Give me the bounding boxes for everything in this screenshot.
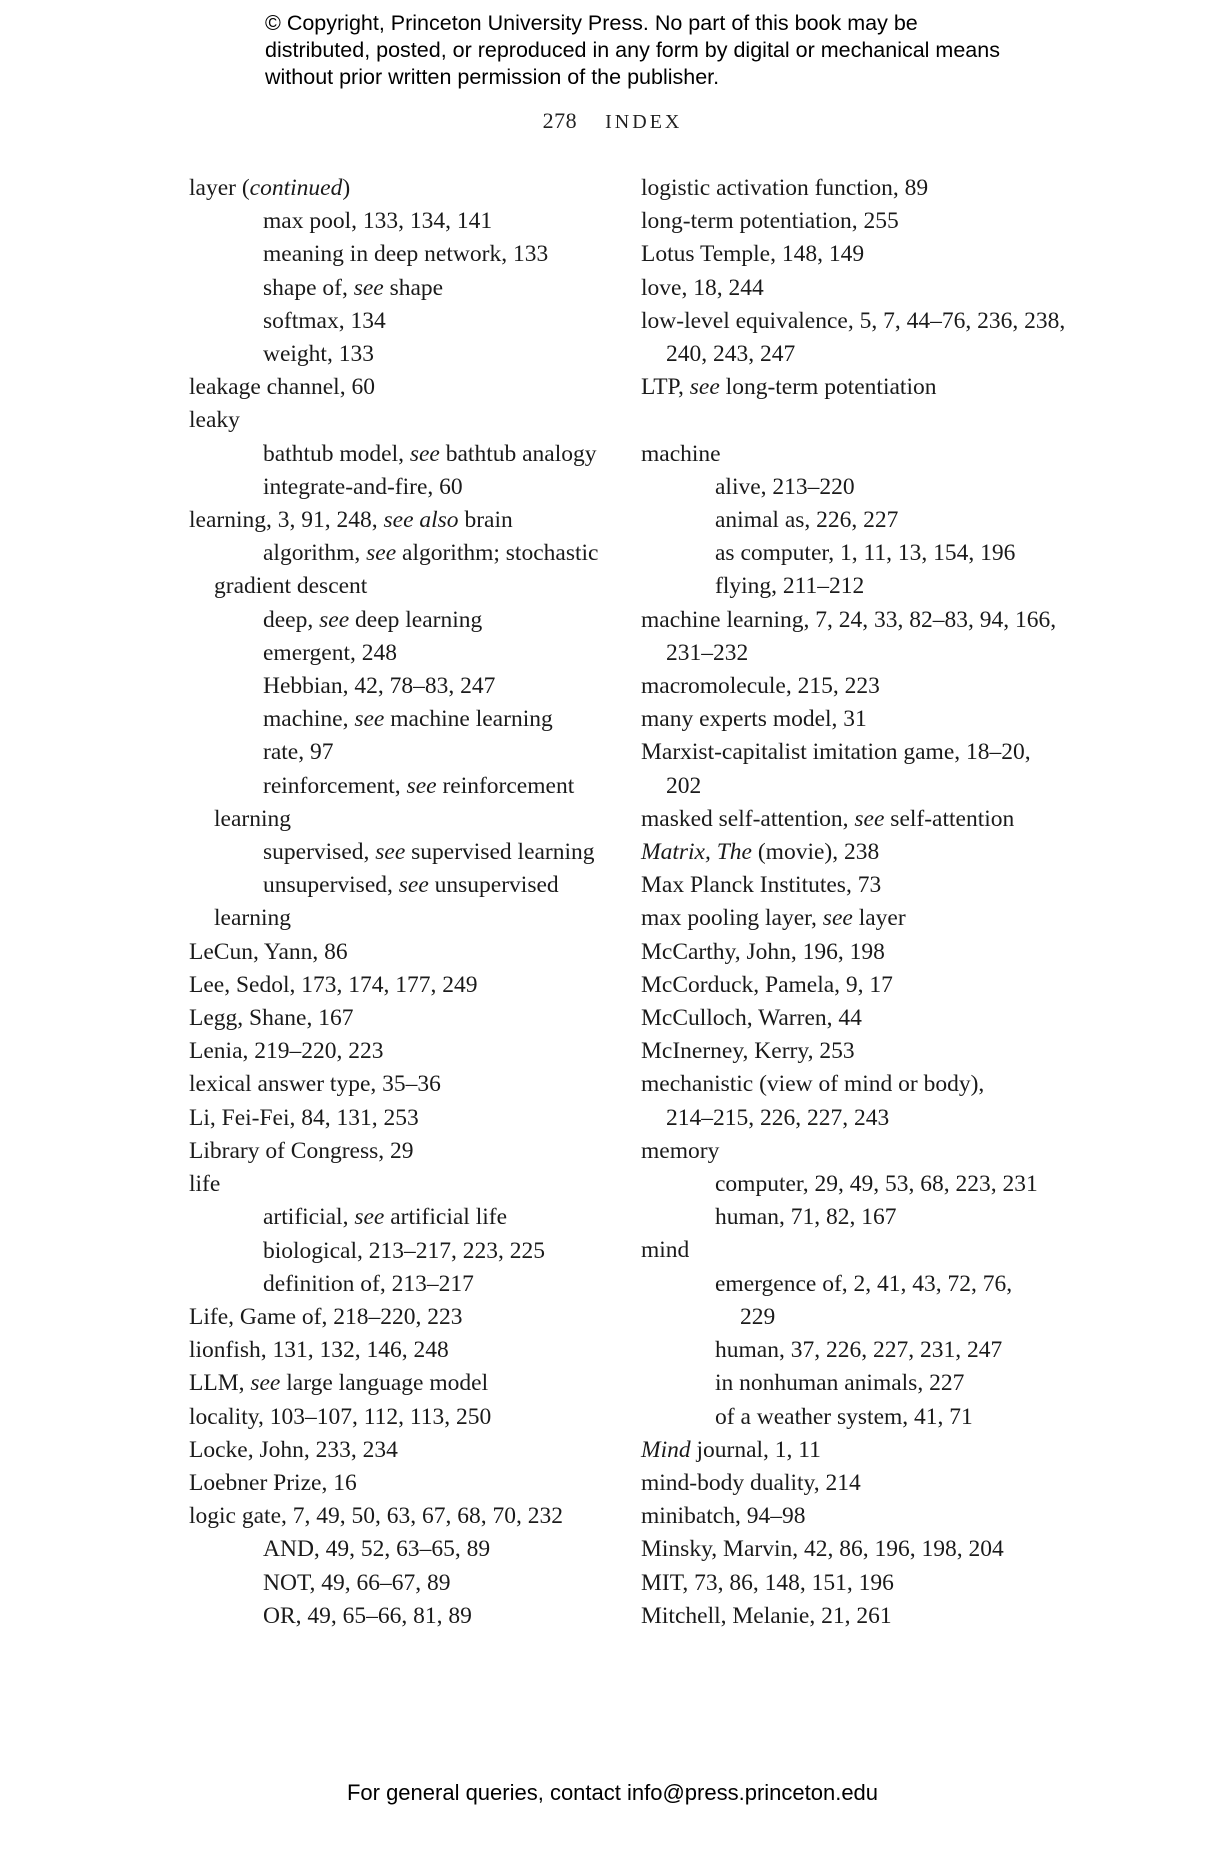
index-text: ) xyxy=(342,175,351,201)
index-continuation xyxy=(641,338,1071,371)
index-entry xyxy=(641,1135,1071,1168)
index-italic-text: see xyxy=(406,772,437,799)
index-text: softmax, 134 xyxy=(263,307,386,334)
index-text: Mitchell, Melanie, 21, 261 xyxy=(641,1602,892,1629)
index-subentry xyxy=(189,836,619,869)
index-subentry xyxy=(641,471,1071,504)
index-entry xyxy=(189,1135,619,1168)
index-text: human, 37, 226, 227, 231, 247 xyxy=(715,1337,1003,1364)
index-entry xyxy=(189,1334,619,1367)
index-subentry xyxy=(189,637,619,670)
footer-contact: For general queries, contact info@press.princeton.edu xyxy=(346,1780,879,1805)
index-entry xyxy=(189,404,619,437)
index-subentry xyxy=(189,670,619,703)
index-text: alive, 213–220 xyxy=(715,473,855,500)
index-italic-text: Matrix, The xyxy=(641,839,752,866)
index-entry xyxy=(189,1002,619,1035)
index-continuation xyxy=(641,1301,1071,1334)
index-text: memory xyxy=(641,1137,720,1164)
index-continuation xyxy=(189,902,619,935)
index-text: long-term potentiation, 255 xyxy=(641,208,899,235)
index-text: mind-body duality, 214 xyxy=(641,1469,861,1496)
index-entry xyxy=(641,205,1071,238)
index-entry xyxy=(189,936,619,969)
index-subentry xyxy=(189,1600,619,1633)
index-entry xyxy=(641,371,1071,404)
index-subentry xyxy=(189,1268,619,1301)
index-text: (movie), 238 xyxy=(751,839,880,866)
index-text: unsupervised, xyxy=(263,872,399,899)
index-column-right xyxy=(641,172,1071,1633)
index-subentry xyxy=(641,537,1071,570)
index-text: Hebbian, 42, 78–83, 247 xyxy=(263,673,496,700)
index-text: McCorduck, Pamela, 9, 17 xyxy=(641,971,893,998)
index-text: MIT, 73, 86, 148, 151, 196 xyxy=(641,1569,894,1596)
index-text: Lenia, 219–220, 223 xyxy=(189,1038,384,1065)
index-text: algorithm; stochastic xyxy=(396,540,599,567)
index-subentry xyxy=(189,604,619,637)
index-subentry xyxy=(641,1401,1071,1434)
index-entry xyxy=(189,1467,619,1500)
index-subentry xyxy=(189,272,619,305)
index-italic-text: see xyxy=(319,606,350,633)
index-entry xyxy=(641,1500,1071,1533)
index-entry xyxy=(189,969,619,1002)
index-entry xyxy=(189,371,619,404)
index-italic-text: see also xyxy=(383,507,459,534)
index-text: shape of, xyxy=(263,274,354,301)
index-continuation xyxy=(189,803,619,836)
index-entry xyxy=(189,1301,619,1334)
index-text: machine learning, 7, 24, 33, 82–83, 94, 166, xyxy=(641,606,1057,633)
index-entry xyxy=(641,1035,1071,1068)
index-text: long-term potentiation xyxy=(719,374,937,401)
index-text: machine learning xyxy=(384,706,553,733)
index-entry xyxy=(641,1600,1071,1633)
index-subentry xyxy=(641,1334,1071,1367)
index-entry xyxy=(641,670,1071,703)
index-spacer xyxy=(641,404,1071,437)
index-entry xyxy=(189,1401,619,1434)
index-text: Legg, Shane, 167 xyxy=(189,1005,354,1032)
index-entry xyxy=(189,172,619,205)
index-text: shape xyxy=(383,274,444,301)
index-italic-text: see xyxy=(854,805,885,832)
index-text: Library of Congress, 29 xyxy=(189,1137,414,1164)
index-text: integrate-and-fire, 60 xyxy=(263,473,463,500)
index-text: Minsky, Marvin, 42, 86, 196, 198, 204 xyxy=(641,1536,1004,1563)
index-entry xyxy=(641,1234,1071,1267)
index-text: learning, 3, 91, 248, xyxy=(189,507,384,534)
index-text: Li, Fei-Fei, 84, 131, 253 xyxy=(189,1104,419,1131)
index-text: gradient descent xyxy=(214,573,368,600)
index-text: logistic activation function, 89 xyxy=(641,175,929,201)
index-entry xyxy=(641,703,1071,736)
running-head xyxy=(0,108,1225,134)
index-continuation xyxy=(641,637,1071,670)
index-text: LeCun, Yann, 86 xyxy=(189,938,348,965)
index-entry xyxy=(641,172,1071,205)
index-italic-text: see xyxy=(354,1204,385,1231)
index-subentry xyxy=(189,1533,619,1566)
index-text: OR, 49, 65–66, 81, 89 xyxy=(263,1602,472,1629)
index-subentry xyxy=(641,1168,1071,1201)
index-text: emergent, 248 xyxy=(263,639,398,666)
index-entry xyxy=(189,1168,619,1201)
index-text: reinforcement xyxy=(436,772,575,799)
index-column-left xyxy=(189,172,619,1633)
index-subentry xyxy=(189,1235,619,1268)
index-italic-text: see xyxy=(354,706,385,733)
index-entry xyxy=(641,736,1071,769)
index-entry xyxy=(189,1434,619,1467)
index-text: animal as, 226, 227 xyxy=(715,507,899,534)
index-continuation xyxy=(641,1102,1071,1135)
index-italic-text: see xyxy=(822,905,853,932)
index-text: weight, 133 xyxy=(263,341,374,368)
index-entry xyxy=(641,803,1071,836)
index-text: learning xyxy=(214,805,291,832)
index-text: Locke, John, 233, 234 xyxy=(189,1436,398,1463)
index-text: lexical answer type, 35–36 xyxy=(189,1071,441,1098)
index-text: flying, 211–212 xyxy=(715,573,865,600)
index-entry xyxy=(641,305,1071,338)
index-text: Lee, Sedol, 173, 174, 177, 249 xyxy=(189,971,478,998)
index-text: 240, 243, 247 xyxy=(666,341,796,368)
index-text: 202 xyxy=(666,772,702,799)
index-italic-text: see xyxy=(353,274,384,301)
index-subentry xyxy=(641,1367,1071,1400)
index-entry xyxy=(189,1068,619,1101)
index-text: learning xyxy=(214,905,291,932)
index-text: supervised, xyxy=(263,839,376,866)
index-text: layer ( xyxy=(189,175,250,201)
index-entry xyxy=(641,902,1071,935)
index-text: rate, 97 xyxy=(263,739,334,766)
index-text: Life, Game of, 218–220, 223 xyxy=(189,1303,463,1330)
index-subentry xyxy=(189,770,619,803)
index-italic-text: Mind xyxy=(641,1436,691,1463)
index-text: LLM, xyxy=(189,1370,251,1397)
index-text: leaky xyxy=(189,407,240,434)
index-text: NOT, 49, 66–67, 89 xyxy=(263,1569,451,1596)
index-entry xyxy=(641,936,1071,969)
index-text: meaning in deep network, 133 xyxy=(263,241,549,268)
index-text: journal, 1, 11 xyxy=(690,1436,821,1463)
index-entry xyxy=(641,869,1071,902)
index-text: of a weather system, 41, 71 xyxy=(715,1403,973,1430)
section-title: INDEX xyxy=(605,111,683,133)
index-text: leakage channel, 60 xyxy=(189,374,375,401)
index-entry xyxy=(641,1002,1071,1035)
index-italic-text: see xyxy=(375,839,406,866)
index-entry xyxy=(189,1367,619,1400)
index-subentry xyxy=(189,736,619,769)
index-text: deep learning xyxy=(349,606,483,633)
index-subentry xyxy=(189,869,619,902)
index-text: many experts model, 31 xyxy=(641,706,867,733)
index-text: LTP, xyxy=(641,374,690,401)
index-subentry xyxy=(189,537,619,570)
index-text: Marxist-capitalist imitation game, 18–20, xyxy=(641,739,1031,766)
index-text: Max Planck Institutes, 73 xyxy=(641,872,882,899)
index-text: artificial life xyxy=(384,1204,508,1231)
index-subentry xyxy=(641,570,1071,603)
index-subentry xyxy=(189,438,619,471)
index-text: computer, 29, 49, 53, 68, 223, 231 xyxy=(715,1171,1038,1198)
index-text: algorithm, xyxy=(263,540,367,567)
index-text: McCulloch, Warren, 44 xyxy=(641,1005,862,1032)
index-text: AND, 49, 52, 63–65, 89 xyxy=(263,1536,491,1563)
index-text: supervised learning xyxy=(405,839,595,866)
index-text: artificial, xyxy=(263,1204,355,1231)
index-entry xyxy=(189,1102,619,1135)
index-text: McCarthy, John, 196, 198 xyxy=(641,938,885,965)
index-entry xyxy=(641,238,1071,271)
index-text: reinforcement, xyxy=(263,772,407,799)
index-text: max pool, 133, 134, 141 xyxy=(263,208,493,235)
index-subentry xyxy=(189,1567,619,1600)
index-text: logic gate, 7, 49, 50, 63, 67, 68, 70, 232 xyxy=(189,1503,564,1530)
index-text: deep, xyxy=(263,606,320,633)
index-text: machine xyxy=(641,440,721,467)
index-italic-text: continued xyxy=(249,175,343,201)
index-text: macromolecule, 215, 223 xyxy=(641,673,880,700)
index-entry xyxy=(189,1500,619,1533)
index-text: masked self-attention, xyxy=(641,805,855,832)
index-subentry xyxy=(189,338,619,371)
index-entry xyxy=(641,969,1071,1002)
index-text: definition of, 213–217 xyxy=(263,1270,474,1297)
index-subentry xyxy=(641,1201,1071,1234)
index-text: biological, 213–217, 223, 225 xyxy=(263,1237,545,1264)
index-entry xyxy=(641,1434,1071,1467)
index-text: in nonhuman animals, 227 xyxy=(715,1370,965,1397)
index-subentry xyxy=(189,305,619,338)
index-entry xyxy=(641,604,1071,637)
index-text: self-attention xyxy=(884,805,1015,832)
index-text: max pooling layer, xyxy=(641,905,823,932)
index-entry xyxy=(641,272,1071,305)
index-italic-text: see xyxy=(366,540,397,567)
index-subentry xyxy=(641,1268,1071,1301)
index-text: bathtub model, xyxy=(263,440,410,467)
index-text: Lotus Temple, 148, 149 xyxy=(641,241,865,268)
index-text: human, 71, 82, 167 xyxy=(715,1204,897,1231)
index-entry xyxy=(189,504,619,537)
index-italic-text: see xyxy=(250,1370,281,1397)
index-text: locality, 103–107, 112, 113, 250 xyxy=(189,1403,492,1430)
index-text: mechanistic (view of mind or body), xyxy=(641,1071,985,1098)
index-subentry xyxy=(189,238,619,271)
index-italic-text: see xyxy=(409,440,440,467)
index-entry xyxy=(641,1467,1071,1500)
index-text: layer xyxy=(852,905,906,932)
index-entry xyxy=(641,438,1071,471)
index-text: mind xyxy=(641,1237,690,1264)
index-subentry xyxy=(189,471,619,504)
index-entry xyxy=(641,1068,1071,1101)
index-entry xyxy=(641,1533,1071,1566)
index-text: 231–232 xyxy=(666,639,749,666)
index-text: life xyxy=(189,1171,221,1198)
index-subentry xyxy=(641,504,1071,537)
index-subentry xyxy=(189,1201,619,1234)
index-subentry xyxy=(189,205,619,238)
page-number: 278 xyxy=(542,108,578,133)
index-entry xyxy=(641,1567,1071,1600)
index-text: large language model xyxy=(280,1370,489,1397)
index-continuation xyxy=(189,570,619,603)
index-text: machine, xyxy=(263,706,355,733)
index-text: emergence of, 2, 41, 43, 72, 76, xyxy=(715,1270,1013,1297)
index-text: McInerney, Kerry, 253 xyxy=(641,1038,855,1065)
index-text: 214–215, 226, 227, 243 xyxy=(666,1104,890,1131)
index-text: bathtub analogy xyxy=(439,440,597,467)
index-text: 229 xyxy=(740,1303,776,1330)
index-text: as computer, 1, 11, 13, 154, 196 xyxy=(715,540,1016,567)
index-text: lionfish, 131, 132, 146, 248 xyxy=(189,1337,449,1364)
index-italic-text: see xyxy=(398,872,429,899)
index-entry xyxy=(641,836,1071,869)
index-text: love, 18, 244 xyxy=(641,274,764,301)
index-entry xyxy=(189,1035,619,1068)
copyright-notice: © Copyright, Princeton University Press. No part of this book may be distributed, posted, or reproduced in any form by digital or mechanical means without prior written permission of the publisher. xyxy=(265,11,1000,89)
index-text: low-level equivalence, 5, 7, 44–76, 236, 238, xyxy=(641,307,1066,334)
index-continuation xyxy=(641,770,1071,803)
index-text: unsupervised xyxy=(428,872,559,899)
index-subentry xyxy=(189,703,619,736)
index-italic-text: see xyxy=(689,374,720,401)
index-text: Loebner Prize, 16 xyxy=(189,1469,357,1496)
index-text: minibatch, 94–98 xyxy=(641,1503,806,1530)
index-text: brain xyxy=(458,507,513,534)
